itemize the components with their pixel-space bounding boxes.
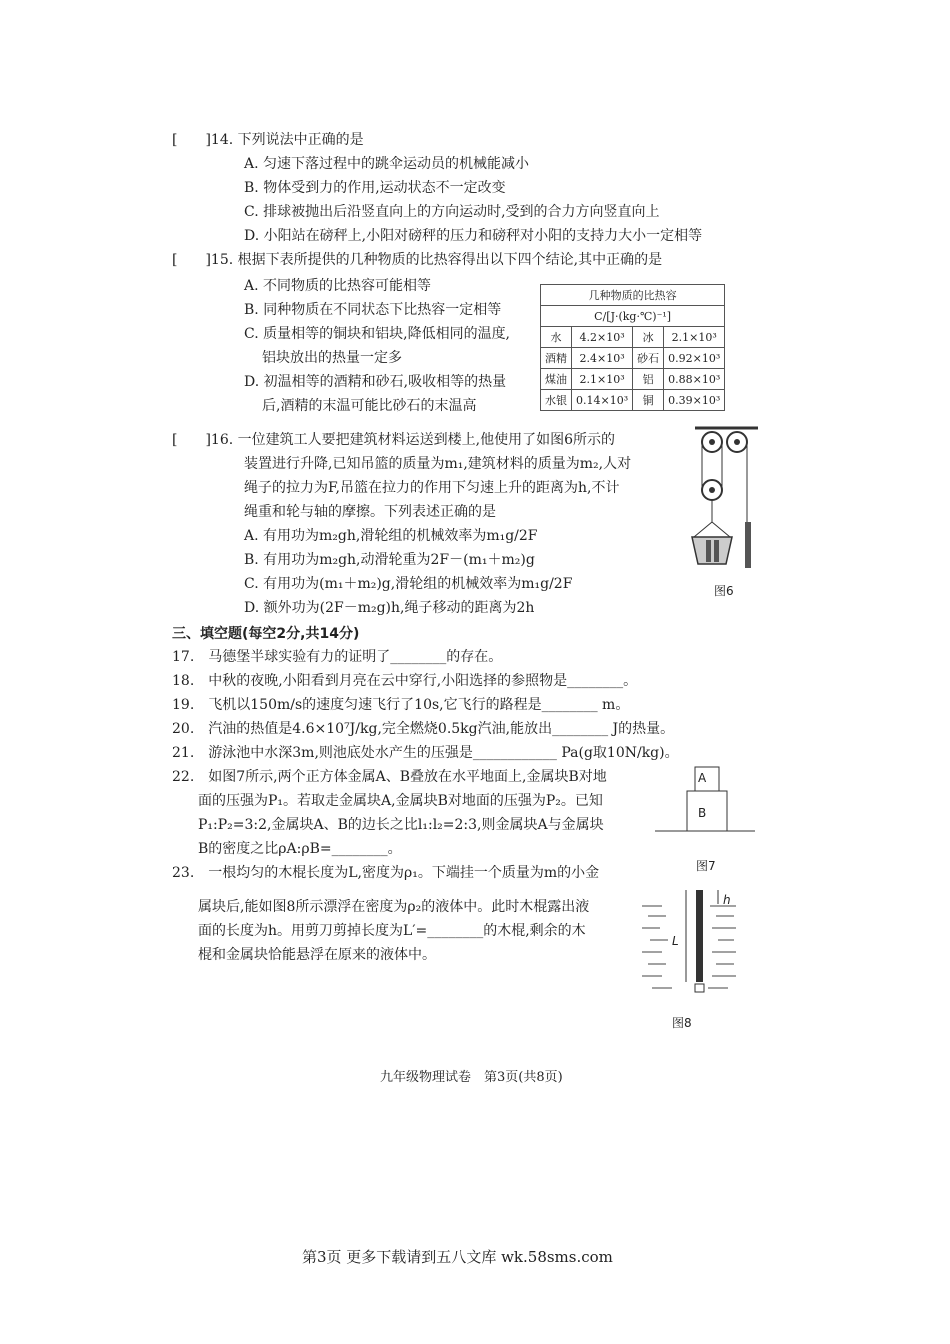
q14-stem: [ ]14. 下列说法中正确的是 xyxy=(172,132,364,148)
table-cell: 2.4×10³ xyxy=(572,348,633,369)
q22-line-4: B的密度之比ρA:ρB=________。 xyxy=(198,841,402,857)
q23-line-1: 23. 一根均匀的木棍长度为L,密度为ρ₁。下端挂一个质量为m的小金 xyxy=(172,865,600,881)
pulley-figure xyxy=(690,422,760,582)
specific-heat-table xyxy=(540,284,725,411)
floating-rod-figure xyxy=(638,888,748,1000)
table-row xyxy=(541,390,725,411)
q15-option-c-cont: 铝块放出的热量一定多 xyxy=(262,350,402,366)
q21: 21. 游泳池中水深3m,则池底处水产生的压强是____________ Pa(g取10N/kg)。 xyxy=(172,745,679,761)
table-row xyxy=(541,327,725,348)
q15-stem: [ ]15. 根据下表所提供的几种物质的比热容得出以下四个结论,其中正确的是 xyxy=(172,252,663,268)
table-cell: 水 xyxy=(541,327,572,348)
q15-option-d: D. 初温相等的酒精和砂石,吸收相等的热量 xyxy=(244,374,507,390)
table-cell: 4.2×10³ xyxy=(572,327,633,348)
q14-option-b: B. 物体受到力的作用,运动状态不一定改变 xyxy=(244,180,506,196)
q18: 18. 中秋的夜晚,小阳看到月亮在云中穿行,小阳选择的参照物是________。 xyxy=(172,673,638,689)
table-cell: 2.1×10³ xyxy=(572,369,633,390)
q14-option-a: A. 匀速下落过程中的跳伞运动员的机械能减小 xyxy=(244,156,530,172)
download-watermark: 第3页 更多下载请到五八文库 wk.58sms.com xyxy=(302,1248,613,1266)
q23-line-4: 棍和金属块恰能悬浮在原来的液体中。 xyxy=(198,947,436,963)
q16-line-4: 绳重和轮与轴的摩擦。下列表述正确的是 xyxy=(244,504,496,520)
table-unit: C/[J·(kg·℃)⁻¹] xyxy=(541,306,725,327)
q15-option-a: A. 不同物质的比热容可能相等 xyxy=(244,278,432,294)
table-cell: 砂石 xyxy=(633,348,664,369)
table-cell: 冰 xyxy=(633,327,664,348)
table-cell: 0.14×10³ xyxy=(572,390,633,411)
q22-line-1: 22. 如图7所示,两个正方体金属A、B叠放在水平地面上,金属块B对地 xyxy=(172,769,607,785)
table-row xyxy=(541,348,725,369)
q14-option-d: D. 小阳站在磅秤上,小阳对磅秤的压力和磅秤对小阳的支持力大小一定相等 xyxy=(244,228,703,244)
q16-option-d: D. 额外功为(2F－m₂g)h,绳子移动的距离为2h xyxy=(244,600,535,616)
q15-option-d-cont: 后,酒精的末温可能比砂石的末温高 xyxy=(262,398,477,414)
table-cell: 酒精 xyxy=(541,348,572,369)
table-row xyxy=(541,369,725,390)
figure-7-caption: 图7 xyxy=(696,859,716,873)
h-label: h xyxy=(723,893,731,907)
q22-line-2: 面的压强为P₁。若取走金属块A,金属块B对地面的压强为P₂。已知 xyxy=(198,793,603,809)
q17: 17. 马德堡半球实验有力的证明了________的存在。 xyxy=(172,649,503,665)
section-3-heading: 三、填空题(每空2分,共14分) xyxy=(172,626,360,642)
figure-8-caption: 图8 xyxy=(672,1016,692,1030)
figure-6-caption: 图6 xyxy=(714,584,734,598)
q20: 20. 汽油的热值是4.6×10⁷J/kg,完全燃烧0.5kg汽油,能放出________ J的热量。 xyxy=(172,721,675,737)
q15-option-b: B. 同种物质在不同状态下比热容一定相等 xyxy=(244,302,502,318)
q16-line-3: 绳子的拉力为F,吊篮在拉力的作用下匀速上升的距离为h,不计 xyxy=(244,480,620,496)
table-cell: 0.88×10³ xyxy=(664,369,725,390)
table-cell: 0.92×10³ xyxy=(664,348,725,369)
block-a-label: A xyxy=(698,771,707,785)
table-cell: 铜 xyxy=(633,390,664,411)
table-cell: 0.39×10³ xyxy=(664,390,725,411)
q22-line-3: P₁:P₂=3:2,金属块A、B的边长之比l₁:l₂=2:3,则金属块A与金属块 xyxy=(198,817,604,833)
page-footer: 九年级物理试卷 第3页(共8页) xyxy=(380,1070,563,1085)
q19: 19. 飞机以150m/s的速度匀速飞行了10s,它飞行的路程是________ m。 xyxy=(172,697,630,713)
q14-option-c: C. 排球被抛出后沿竖直向上的方向运动时,受到的合力方向竖直向上 xyxy=(244,204,660,220)
block-b-label: B xyxy=(698,806,707,820)
q16-option-b: B. 有用功为m₂gh,动滑轮重为2F－(m₁＋m₂)g xyxy=(244,552,535,568)
table-cell: 2.1×10³ xyxy=(664,327,725,348)
q16-option-a: A. 有用功为m₂gh,滑轮组的机械效率为m₁g/2F xyxy=(244,528,538,544)
q16-option-c: C. 有用功为(m₁＋m₂)g,滑轮组的机械效率为m₁g/2F xyxy=(244,576,573,592)
table-title: 几种物质的比热容 xyxy=(541,285,725,306)
q16-line-2: 装置进行升降,已知吊篮的质量为m₁,建筑材料的质量为m₂,人对 xyxy=(244,456,632,472)
q15-option-c: C. 质量相等的铜块和铝块,降低相同的温度, xyxy=(244,326,511,342)
table-cell: 水银 xyxy=(541,390,572,411)
q23-line-3: 面的长度为h。用剪刀剪掉长度为L′=________的木棍,剩余的木 xyxy=(198,923,586,939)
table-cell: 铝 xyxy=(633,369,664,390)
q16-line-1: [ ]16. 一位建筑工人要把建筑材料运送到楼上,他使用了如图6所示的 xyxy=(172,432,615,448)
table-cell: 煤油 xyxy=(541,369,572,390)
q23-line-2: 属块后,能如图8所示漂浮在密度为ρ₂的液体中。此时木棍露出液 xyxy=(198,899,590,915)
l-label: L xyxy=(672,934,679,948)
